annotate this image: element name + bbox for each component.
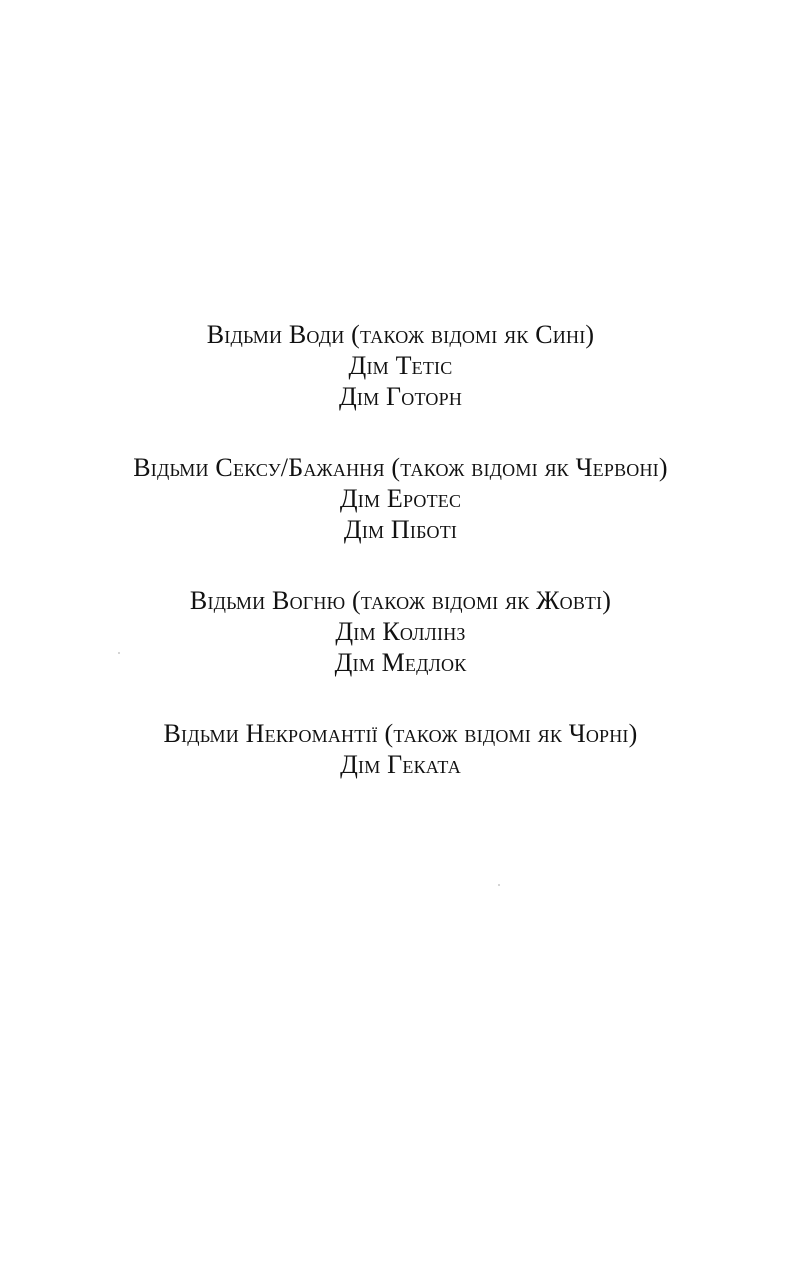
group-heading: Відьми Сексу/Бажання (також відомі як Червоні): [133, 453, 668, 482]
house-name: Дім Піботі: [343, 515, 458, 544]
group-heading: Відьми Води (також відомі як Сині): [206, 320, 595, 349]
group-sex-desire-witches: [0, 452, 801, 545]
group-necromancy-witches: [0, 718, 801, 780]
group-fire-witches: [0, 585, 801, 678]
paper-speck: [498, 884, 500, 886]
group-water-witches: [0, 319, 801, 412]
house-name: Дім Геката: [340, 750, 461, 779]
group-heading: Відьми Некромантії (також відомі як Чорні): [163, 719, 638, 748]
house-name: Дім Медлок: [334, 648, 467, 677]
house-name: Дім Коллінз: [335, 617, 466, 646]
house-name: Дім Тетіс: [348, 351, 453, 380]
house-list: [0, 319, 801, 820]
house-name: Дім Еротес: [339, 484, 462, 513]
house-name: Дім Готорн: [338, 382, 463, 411]
group-heading: Відьми Вогню (також відомі як Жовті): [189, 586, 612, 615]
